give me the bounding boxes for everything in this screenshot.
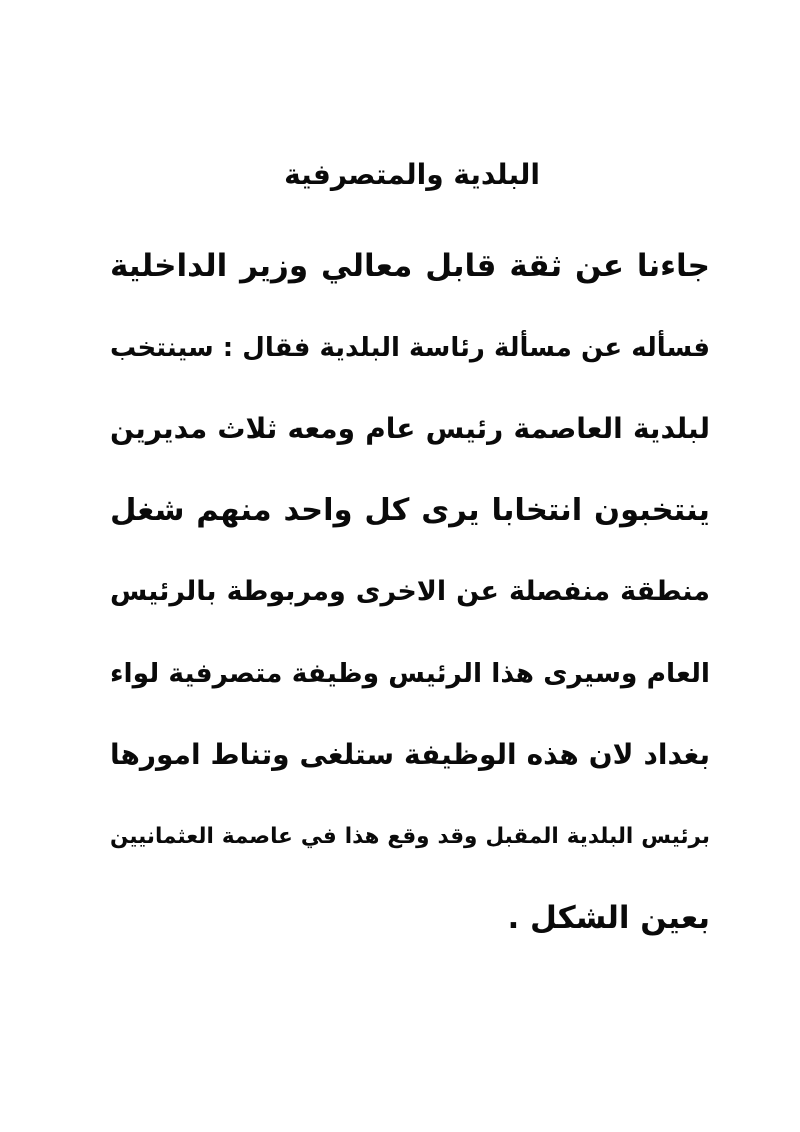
text-line: برئيس البلدية المقبل وقد وقع هذا في عاصمة العثمانيين bbox=[110, 823, 710, 849]
text-line: لبلدية العاصمة رئيس عام ومعه ثلاث مديرين bbox=[110, 412, 710, 445]
text-line: ينتخبون انتخابا يرى كل واحد منهم شغل bbox=[110, 492, 710, 528]
text-line: العام وسيرى هذا الرئيس وظيفة متصرفية لواء bbox=[109, 657, 710, 689]
text-line: فسأله عن مسألة رئاسة البلدية فقال : سينتخب bbox=[110, 332, 710, 363]
text-line: بعين الشكل . bbox=[507, 900, 710, 936]
text-line: جاءنا عن ثقة قابل معالي وزير الداخلية bbox=[110, 248, 710, 284]
text-line: بغداد لان هذه الوظيفة ستلغى وتناط امورها bbox=[110, 738, 710, 771]
article-title: البلدية والمتصرفية bbox=[284, 158, 540, 191]
text-line: منطقة منفصلة عن الاخرى ومربوطة بالرئيس bbox=[110, 576, 710, 607]
article-body bbox=[110, 238, 710, 972]
